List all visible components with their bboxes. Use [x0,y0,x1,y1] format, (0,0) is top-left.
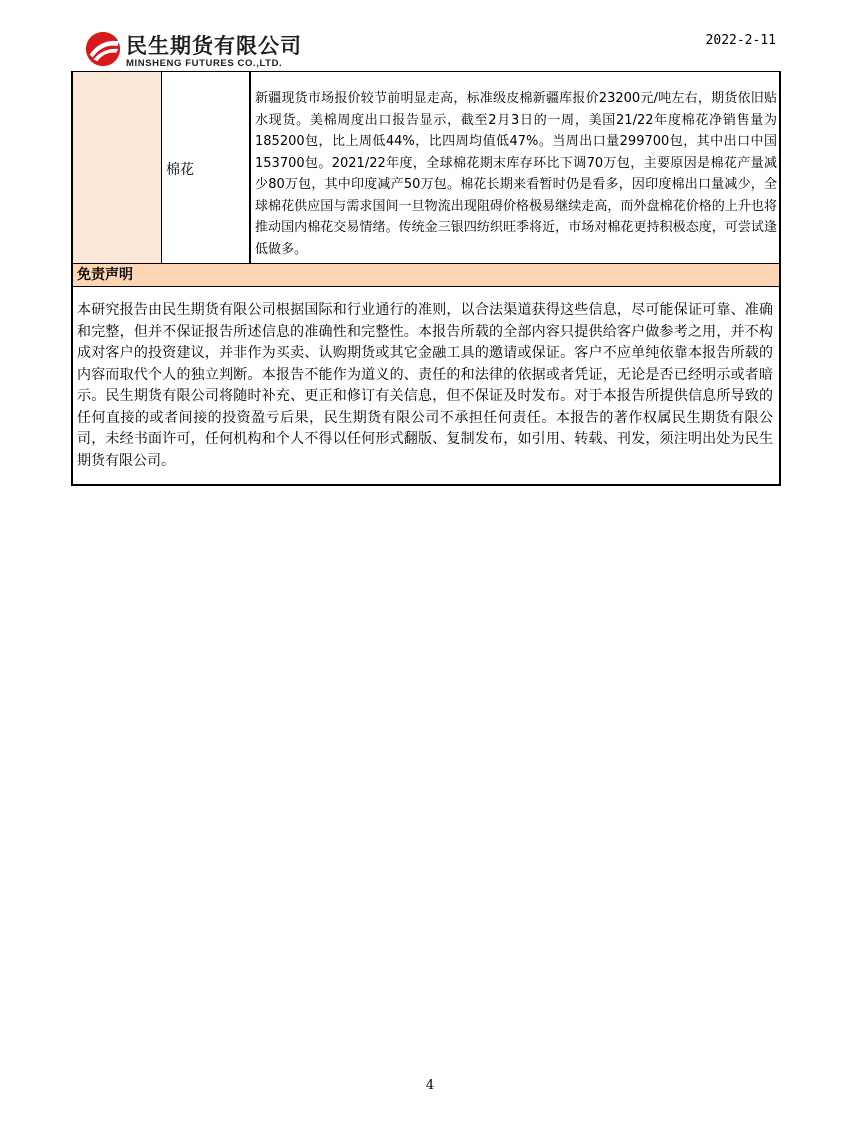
minsheng-logo-icon [84,30,122,68]
report-date: 2022-2-11 [705,33,776,48]
disclaimer-title: 免责声明 [73,264,779,287]
company-logo [84,26,334,72]
commodity-label: 棉花 [166,162,194,178]
page-number: 4 [425,1078,435,1093]
company-name-en: MINSHENG FUTURES CO.,LTD. [126,58,283,69]
report-table [71,71,781,486]
table-row-cotton [73,72,779,264]
commodity-analysis-text: 新疆现货市场报价较节前明显走高，标准级皮棉新疆库报价23200元/吨左右，期货依旧贴水现货。美棉周度出口报告显示，截至2月3日的一周，美国21/22年度棉花净销售量为185200包，比上周低44%，比四周均值低47%。当周出口量299700包，其中出口中国153700包。2021/22年度，全球棉花期末库存环比下调70万包，主要原因是棉花产量减少80万包，其中印度减产50万包。棉花长期来看暂时仍是看多，因印度棉出口量减少，全球棉花供应国与需求国间一旦物流出现阻碍价格极易继续走高，而外盘棉花价格的上升也将推动国内棉花交易情绪。传统金三银四纺织旺季将近，市场对棉花更持积极态度，可尝试逢低做多。 [255,91,777,257]
disclaimer-body: 本研究报告由民生期货有限公司根据国际和行业通行的准则，以合法渠道获得这些信息，尽可能保证可靠、准确和完整，但并不保证报告所述信息的准确性和完整性。本报告所载的全部内容只提供给客户做参考之用，并不构成对客户的投资建议，并非作为买卖、认购期货或其它金融工具的邀请或保证。客户不应单纯依靠本报告所载的内容而取代个人的独立判断。本报告不能作为道义的、责任的和法律的依据或者凭证，无论是否已经明示或者暗示。民生期货有限公司将随时补充、更正和修订有关信息，但不保证及时发布。对于本报告所提供信息所导致的任何直接的或者间接的投资盈亏后果，民生期货有限公司不承担任何责任。本报告的著作权属民生期货有限公司，未经书面许可，任何机构和个人不得以任何形式翻版、复制发布，如引用、转载、刊发，须注明出处为民生期货有限公司。 [77,302,773,469]
commodity-cell [162,72,251,263]
category-cell [73,72,162,263]
page-header [84,26,780,72]
company-name-cn: 民生期货有限公司 [126,34,302,58]
